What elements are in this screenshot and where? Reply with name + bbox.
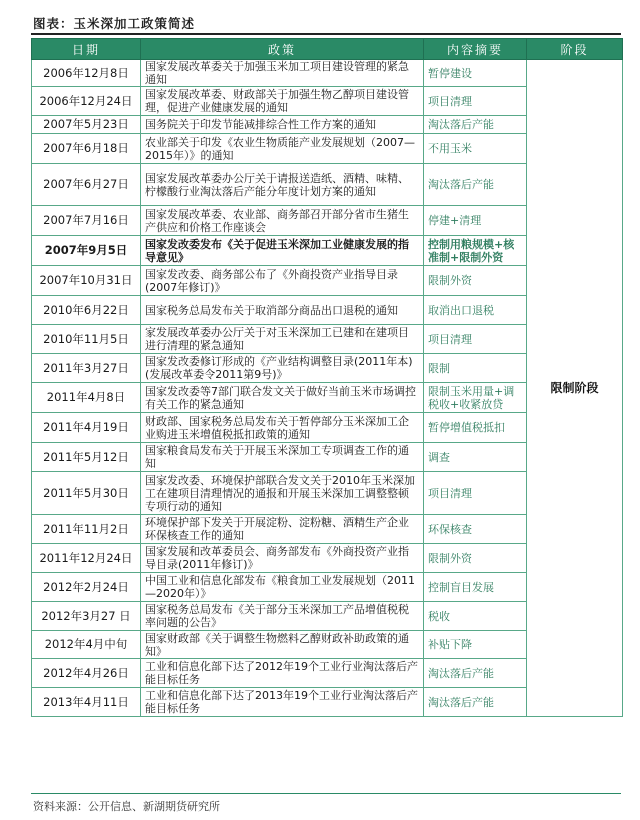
- cell-date: 2007年6月18日: [32, 134, 141, 164]
- cell-date: 2006年12月8日: [32, 60, 141, 87]
- cell-policy: 国家税务总局发布《关于部分玉米深加工产品增值税税率问题的公告》: [141, 602, 424, 631]
- cell-date: 2011年12月24日: [32, 544, 141, 573]
- cell-policy: 农业部关于印发《农业生物质能产业发展规划（2007—2015年）》的通知: [141, 134, 424, 164]
- cell-summary: 淘汰落后产能: [424, 164, 527, 206]
- cell-summary: 限制外资: [424, 544, 527, 573]
- cell-policy: 国家税务总局发布关于取消部分商品出口退税的通知: [141, 296, 424, 325]
- cell-summary: 淘汰落后产能: [424, 116, 527, 134]
- cell-summary: 项目清理: [424, 325, 527, 354]
- header-policy: 政策: [141, 39, 424, 60]
- cell-date: 2010年11月5日: [32, 325, 141, 354]
- cell-policy: 国家财政部《关于调整生物燃料乙醇财政补助政策的通知》: [141, 631, 424, 659]
- cell-summary: 限制外资: [424, 266, 527, 296]
- policy-table: [31, 38, 623, 717]
- cell-summary: 项目清理: [424, 87, 527, 116]
- cell-stage: 限制阶段: [527, 60, 623, 717]
- header-stage: 阶段: [527, 39, 623, 60]
- cell-policy: 工业和信息化部下达了2013年19个工业行业淘汰落后产能目标任务: [141, 688, 424, 717]
- cell-summary: 不用玉米: [424, 134, 527, 164]
- cell-policy: 环境保护部下发关于开展淀粉、淀粉糖、酒精生产企业环保核查工作的通知: [141, 515, 424, 544]
- cell-date: 2007年9月5日: [32, 236, 141, 266]
- cell-policy: 国务院关于印发节能减排综合性工作方案的通知: [141, 116, 424, 134]
- cell-date: 2012年3月27 日: [32, 602, 141, 631]
- cell-policy: 国家粮食局发布关于开展玉米深加工专项调查工作的通知: [141, 443, 424, 472]
- cell-summary: 停建+清理: [424, 206, 527, 236]
- cell-date: 2011年4月8日: [32, 383, 141, 413]
- cell-date: 2007年6月27日: [32, 164, 141, 206]
- cell-date: 2013年4月11日: [32, 688, 141, 717]
- title-divider: [31, 33, 621, 35]
- cell-summary: 环保核查: [424, 515, 527, 544]
- cell-summary: 限制: [424, 354, 527, 383]
- cell-date: 2011年5月30日: [32, 472, 141, 515]
- cell-summary: 限制玉米用量+调税收+收紧放贷: [424, 383, 527, 413]
- cell-policy: 中国工业和信息化部发布《粮食加工业发展规划（2011—2020年）》: [141, 573, 424, 602]
- source-divider: [31, 793, 621, 794]
- cell-summary: 控制用粮规模+核准制+限制外资: [424, 236, 527, 266]
- cell-policy: 国家发展和改革委员会、商务部发布《外商投资产业指导目录(2011年修订)》: [141, 544, 424, 573]
- cell-policy: 财政部、国家税务总局发布关于暂停部分玉米深加工企业购进玉米增值税抵扣政策的通知: [141, 413, 424, 443]
- source-note: 资料来源：公开信息、新湖期货研究所: [33, 800, 220, 813]
- cell-summary: 补贴下降: [424, 631, 527, 659]
- header-date: 日期: [32, 39, 141, 60]
- cell-summary: 控制盲目发展: [424, 573, 527, 602]
- header-summary: 内容摘要: [424, 39, 527, 60]
- cell-summary: 取消出口退税: [424, 296, 527, 325]
- cell-date: 2011年11月2日: [32, 515, 141, 544]
- cell-summary: 淘汰落后产能: [424, 688, 527, 717]
- cell-policy: 国家发改委修订形成的《产业结构调整目录(2011年本)(发展改革委令2011第9号)》: [141, 354, 424, 383]
- cell-date: 2007年5月23日: [32, 116, 141, 134]
- cell-summary: 税收: [424, 602, 527, 631]
- cell-policy: 国家发改委、商务部公布了《外商投资产业指导目录(2007年修订)》: [141, 266, 424, 296]
- cell-date: 2011年5月12日: [32, 443, 141, 472]
- cell-policy: 国家发展改革委办公厅关于请报送造纸、酒精、味精、柠檬酸行业淘汰落后产能分年度计划方案的通知: [141, 164, 424, 206]
- cell-date: 2011年4月19日: [32, 413, 141, 443]
- cell-policy: 工业和信息化部下达了2012年19个工业行业淘汰落后产能目标任务: [141, 659, 424, 688]
- table-body: [32, 60, 623, 717]
- cell-date: 2006年12月24日: [32, 87, 141, 116]
- cell-date: 2012年4月中旬: [32, 631, 141, 659]
- cell-date: 2010年6月22日: [32, 296, 141, 325]
- cell-summary: 暂停建设: [424, 60, 527, 87]
- table-header-row: [32, 39, 623, 60]
- cell-summary: 项目清理: [424, 472, 527, 515]
- cell-summary: 调查: [424, 443, 527, 472]
- cell-date: 2012年2月24日: [32, 573, 141, 602]
- cell-date: 2007年10月31日: [32, 266, 141, 296]
- cell-date: 2012年4月26日: [32, 659, 141, 688]
- cell-policy: 国家发展改革委关于加强玉米加工项目建设管理的紧急通知: [141, 60, 424, 87]
- cell-policy: 国家发改委发布《关于促进玉米深加工业健康发展的指导意见》: [141, 236, 424, 266]
- cell-policy: 国家发改委等7部门联合发文关于做好当前玉米市场调控有关工作的紧急通知: [141, 383, 424, 413]
- cell-summary: 淘汰落后产能: [424, 659, 527, 688]
- cell-date: 2011年3月27日: [32, 354, 141, 383]
- figure-title: 图表：玉米深加工政策简述: [33, 16, 196, 31]
- cell-policy: 国家发展改革委、农业部、商务部召开部分省市生猪生产供应和价格工作座谈会: [141, 206, 424, 236]
- cell-date: 2007年7月16日: [32, 206, 141, 236]
- cell-policy: 家发展改革委办公厅关于对玉米深加工已建和在建项目进行清理的紧急通知: [141, 325, 424, 354]
- cell-policy: 国家发展改革委、财政部关于加强生物乙醇项目建设管理，促进产业健康发展的通知: [141, 87, 424, 116]
- table-row: [32, 60, 623, 87]
- cell-policy: 国家发改委、环境保护部联合发文关于2010年玉米深加工在建项目清理情况的通报和开展玉米深加工调整整顿专项行动的通知: [141, 472, 424, 515]
- cell-summary: 暂停增值税抵扣: [424, 413, 527, 443]
